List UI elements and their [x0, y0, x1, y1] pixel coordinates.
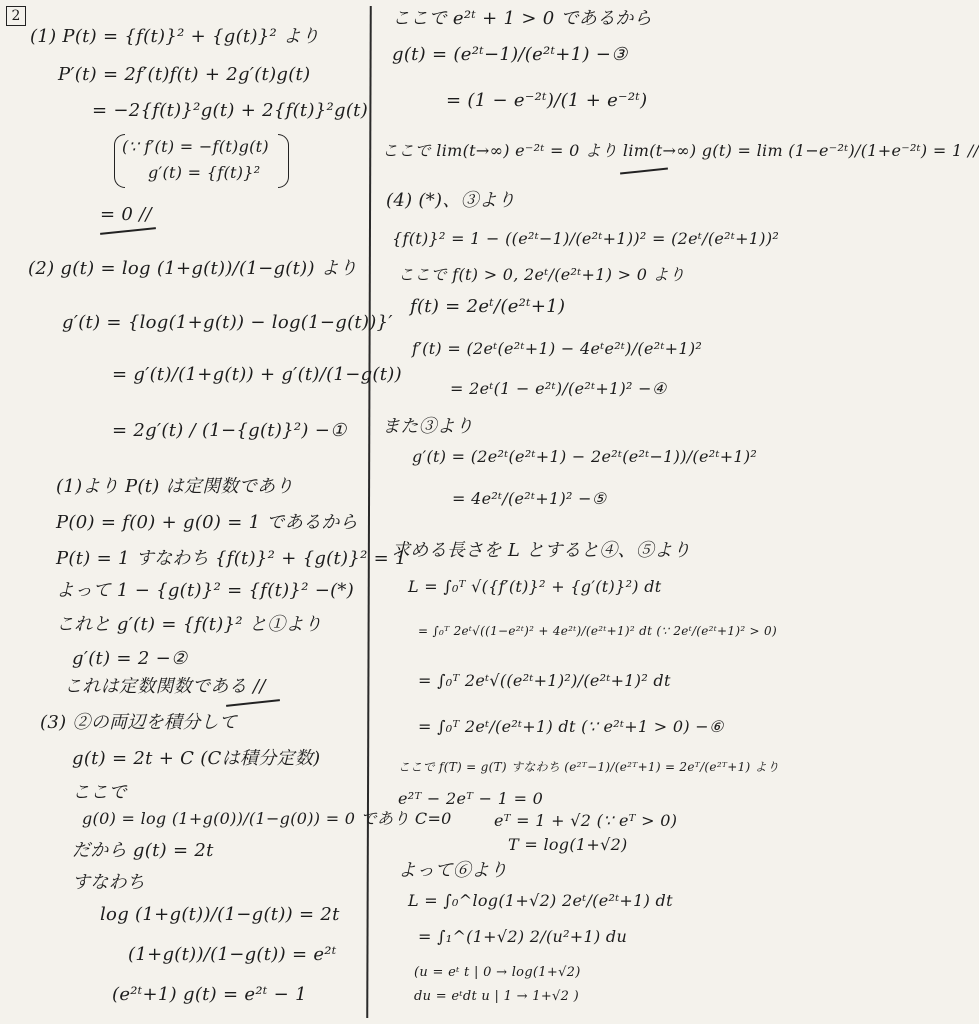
left-line-2-10: g′(t) = 2 −②: [72, 648, 188, 669]
left-line-3-7: log (1+g(t))/(1−g(t)) = 2t: [100, 904, 340, 925]
left-line-3-3: ここで: [72, 782, 127, 803]
right-line-4-4: f(t) = 2eᵗ/(e²ᵗ+1): [410, 296, 566, 317]
problem-number-box: 2: [6, 6, 26, 26]
right-line-4-18: T = log(1+√2): [508, 835, 628, 854]
right-line-4-3: ここで f(t) > 0, 2eᵗ/(e²ᵗ+1) > 0 より: [398, 265, 686, 284]
right-line-4-8: g′(t) = (2e²ᵗ(e²ᵗ+1) − 2e²ᵗ(e²ᵗ−1))/(e²ᵗ+1)²: [412, 447, 758, 466]
left-line-2-4: = 2g′(t) / (1−{g(t)}²) −①: [112, 420, 347, 441]
left-line-1-1: (1) P(t) = {f(t)}² + {g(t)}² より: [30, 26, 320, 47]
right-line-4-1: (4) (*)、③より: [386, 190, 516, 211]
left-line-2-3: = g′(t)/(1+g(t)) + g′(t)/(1−g(t)): [112, 364, 402, 385]
left-line-2-2: g′(t) = {log(1+g(t)) − log(1−g(t))}′: [62, 312, 393, 333]
left-line-2-5: (1)より P(t) は定関数であり: [56, 476, 294, 497]
right-line-4-5: f′(t) = (2eᵗ(e²ᵗ+1) − 4eᵗe²ᵗ)/(e²ᵗ+1)²: [412, 339, 703, 358]
left-line-2-11: これは定数関数である //: [64, 676, 266, 697]
left-line-2-9: これと g′(t) = {f(t)}² と①より: [56, 614, 323, 635]
right-line-4-17: eᵀ = 1 + √2 (∵ eᵀ > 0): [494, 811, 678, 830]
right-line-4-15: ここで f(T) = g(T) すなわち (e²ᵀ−1)/(e²ᵀ+1) = 2eᵀ/(e²ᵀ+1) より: [398, 760, 780, 774]
right-line-3-4: ここで lim(t→∞) e⁻²ᵗ = 0 より lim(t→∞) g(t) = lim (1−e⁻²ᵗ)/(1+e⁻²ᵗ) = 1 //: [382, 141, 979, 160]
right-line-4-14: = ∫₀ᵀ 2eᵗ/(e²ᵗ+1) dt (∵ e²ᵗ+1 > 0) −⑥: [418, 717, 724, 736]
right-line-4-2: {f(t)}² = 1 − ((e²ᵗ−1)/(e²ᵗ+1))² = (2eᵗ/(e²ᵗ+1))²: [392, 229, 780, 248]
right-line-4-7: また③より: [382, 416, 474, 437]
answer-underline-2: [226, 699, 280, 707]
right-line-4-6: = 2eᵗ(1 − e²ᵗ)/(e²ᵗ+1)² −④: [450, 379, 667, 398]
left-line-3-9: (e²ᵗ+1) g(t) = e²ᵗ − 1: [112, 984, 307, 1005]
left-line-1-4: (∵ f′(t) = −f(t)g(t): [122, 137, 269, 156]
right-line-4-23: du = eᵗdt u | 1 → 1+√2 ): [414, 989, 579, 1004]
right-line-4-9: = 4e²ᵗ/(e²ᵗ+1)² −⑤: [452, 489, 607, 508]
column-divider: [366, 6, 372, 1018]
left-line-1-6: = 0 //: [100, 204, 152, 225]
right-line-4-20: L = ∫₀^log(1+√2) 2eᵗ/(e²ᵗ+1) dt: [408, 891, 673, 910]
answer-underline-1: [100, 227, 156, 235]
left-line-3-6: すなわち: [72, 872, 146, 893]
right-line-4-11: L = ∫₀ᵀ √({f′(t)}² + {g′(t)}²) dt: [408, 577, 662, 596]
right-line-3-1: ここで e²ᵗ + 1 > 0 であるから: [392, 8, 653, 29]
left-line-2-8: よって 1 − {g(t)}² = {f(t)}² −(*): [56, 580, 355, 601]
left-line-1-2: P′(t) = 2f′(t)f(t) + 2g′(t)g(t): [58, 64, 311, 85]
right-line-3-3: = (1 − e⁻²ᵗ)/(1 + e⁻²ᵗ): [446, 90, 648, 111]
left-line-1-5: g′(t) = {f(t)}²: [148, 163, 261, 182]
right-line-3-2: g(t) = (e²ᵗ−1)/(e²ᵗ+1) −③: [392, 44, 628, 65]
right-line-4-10: 求める長さを L とすると④、⑤より: [392, 540, 691, 561]
left-line-2-7: P(t) = 1 すなわち {f(t)}² + {g(t)}² = 1: [56, 548, 407, 569]
left-line-3-5: だから g(t) = 2t: [72, 840, 214, 861]
right-line-4-13: = ∫₀ᵀ 2eᵗ√((e²ᵗ+1)²)/(e²ᵗ+1)² dt: [418, 671, 671, 690]
left-line-3-1: (3) ②の両辺を積分して: [40, 712, 238, 733]
left-line-2-1: (2) g(t) = log (1+g(t))/(1−g(t)) より: [28, 258, 358, 279]
answer-underline-3: [620, 167, 668, 174]
left-line-3-2: g(t) = 2t + C (Cは積分定数): [72, 748, 321, 769]
reason-brace-right: [278, 134, 289, 188]
right-line-4-21: = ∫₁^(1+√2) 2/(u²+1) du: [418, 927, 628, 946]
left-line-2-6: P(0) = f(0) + g(0) = 1 であるから: [56, 512, 358, 533]
left-line-3-4: g(0) = log (1+g(0))/(1−g(0)) = 0 であり C=0: [82, 809, 452, 828]
right-line-4-19: よって⑥より: [398, 860, 508, 881]
left-line-3-8: (1+g(t))/(1−g(t)) = e²ᵗ: [128, 944, 337, 965]
left-line-1-3: = −2{f(t)}²g(t) + 2{f(t)}²g(t): [92, 100, 369, 121]
right-line-4-12: = ∫₀ᵀ 2eᵗ√((1−e²ᵗ)² + 4e²ᵗ)/(e²ᵗ+1)² dt (∵ 2eᵗ/(e²ᵗ+1)² > 0): [418, 624, 777, 638]
right-line-4-22: (u = eᵗ t | 0 → log(1+√2): [414, 965, 581, 980]
right-line-4-16: e²ᵀ − 2eᵀ − 1 = 0: [398, 789, 544, 808]
